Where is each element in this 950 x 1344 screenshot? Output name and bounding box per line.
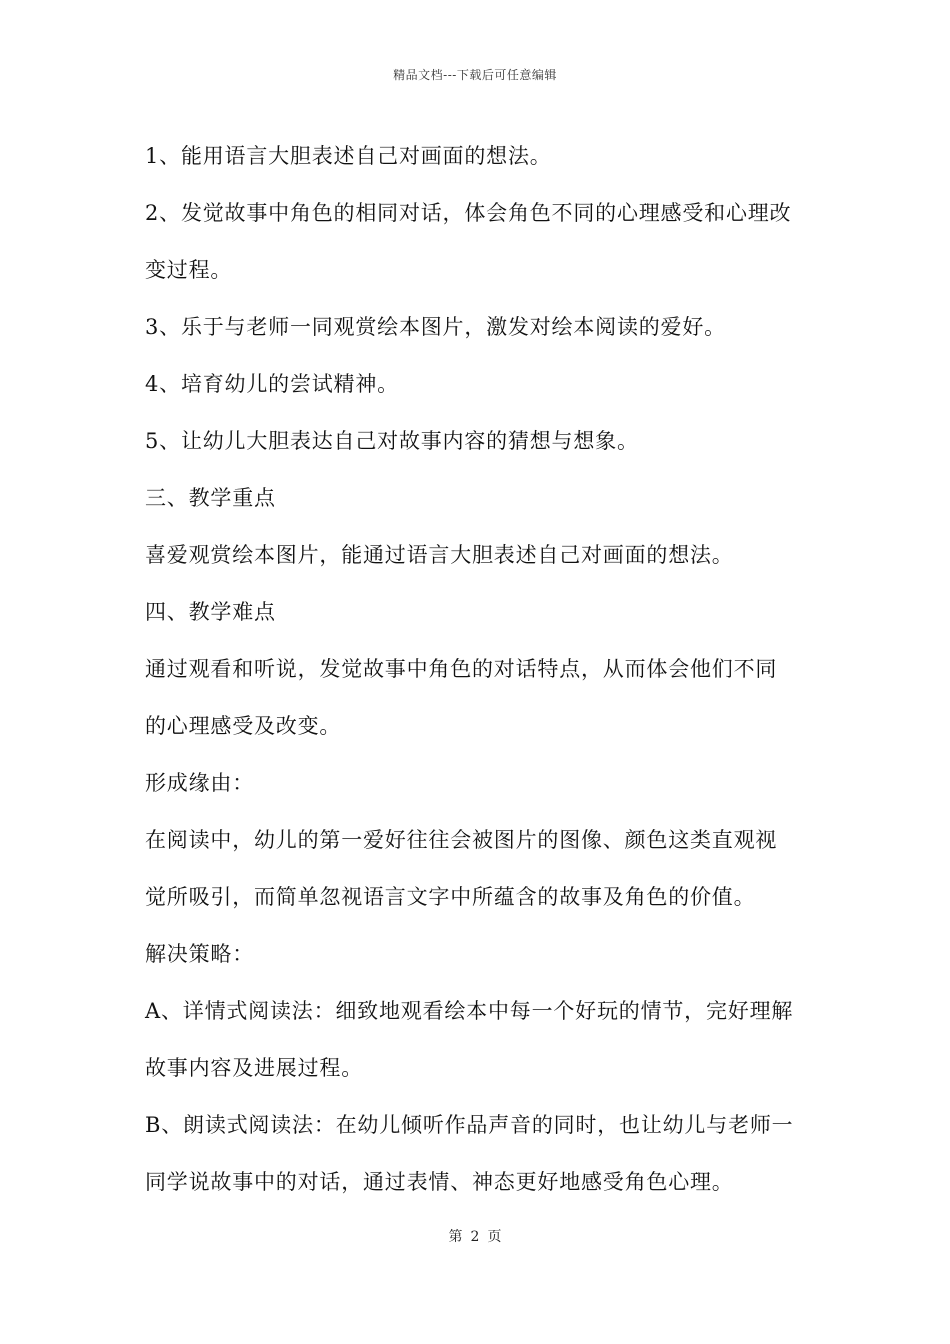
body-line: 的心理感受及改变。 <box>145 714 342 738</box>
body-line: 同学说故事中的对话，通过表情、神态更好地感受角色心理。 <box>145 1170 734 1194</box>
body-line: 通过观看和听说，发觉故事中角色的对话特点，从而体会他们不同 <box>145 657 778 681</box>
body-line: 在阅读中，幼儿的第一爱好往往会被图片的图像、颜色这类直观视 <box>145 828 778 852</box>
section-heading: 三、教学重点 <box>145 486 276 510</box>
section-heading: 四、教学难点 <box>145 600 276 624</box>
body-line: 5、让幼儿大胆表达自己对故事内容的猜想与想象。 <box>145 429 639 453</box>
page-header: 精品文档---下载后可任意编辑 <box>393 68 557 82</box>
body-line: B、朗读式阅读法：在幼儿倾听作品声音的同时，也让幼儿与老师一 <box>145 1113 794 1137</box>
body-line: 3、乐于与老师一同观赏绘本图片，激发对绘本阅读的爱好。 <box>145 315 726 339</box>
body-line: 变过程。 <box>145 258 233 282</box>
page-number-suffix: 页 <box>487 1229 502 1245</box>
body-line: A、详情式阅读法：细致地观看绘本中每一个好玩的情节，完好理解 <box>145 999 794 1023</box>
body-line: 觉所吸引，而简单忽视语言文字中所蕴含的故事及角色的价值。 <box>145 885 756 909</box>
body-line: 故事内容及进展过程。 <box>145 1056 363 1080</box>
page-number-prefix: 第 <box>448 1229 463 1245</box>
subheading: 形成缘由： <box>145 771 254 795</box>
body-line: 1、能用语言大胆表述自己对画面的想法。 <box>145 144 552 168</box>
body-line: 4、培育幼儿的尝试精神。 <box>145 372 399 396</box>
body-line: 喜爱观赏绘本图片，能通过语言大胆表述自己对画面的想法。 <box>145 543 734 567</box>
body-line: 2、发觉故事中角色的相同对话，体会角色不同的心理感受和心理改 <box>145 201 792 225</box>
document-body <box>145 128 815 1211</box>
page-number: 2 <box>470 1229 480 1245</box>
page-footer <box>0 1226 950 1246</box>
subheading: 解决策略： <box>145 942 254 966</box>
